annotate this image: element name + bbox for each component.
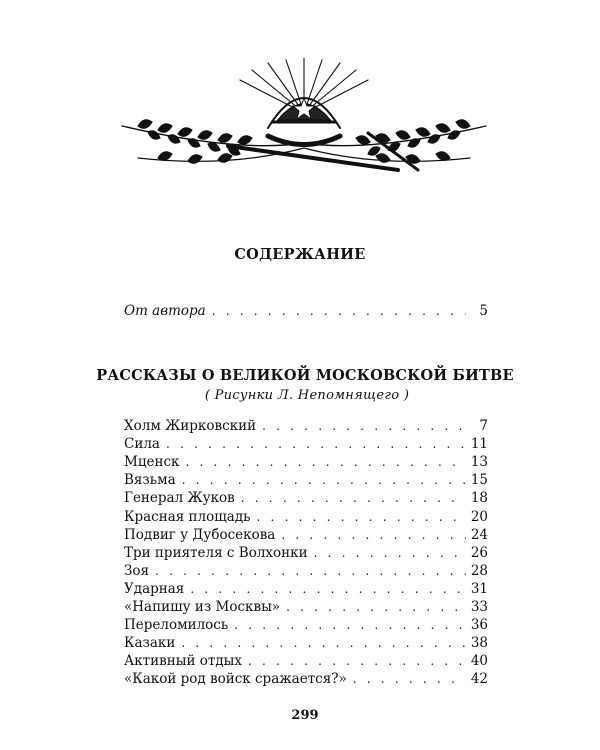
toc-entry-title: Подвиг у Дубосекова — [124, 526, 276, 543]
toc-entry-page: 33 — [470, 599, 488, 615]
toc-entry — [124, 562, 488, 580]
toc-entry-page: 28 — [470, 562, 488, 579]
toc-entry-title: Холм Жирковский — [124, 418, 257, 434]
dot-leader — [234, 616, 466, 634]
toc-entry — [124, 417, 488, 435]
toc-entry-page: 5 — [479, 303, 488, 319]
toc-entry-title: «Какой род войск сражается?» — [124, 671, 347, 688]
toc-entry-page: 26 — [470, 544, 488, 561]
contents-heading: СОДЕРЖАНИЕ — [234, 246, 366, 263]
toc-entry-page: 20 — [470, 508, 488, 525]
toc-entry-page: 7 — [479, 418, 488, 434]
toc-entry-title: Активный отдых — [124, 653, 243, 670]
toc-entry-page: 40 — [470, 653, 488, 670]
toc-entry-title: Мценск — [124, 454, 180, 471]
dot-leader — [182, 471, 466, 489]
toc-entry — [124, 508, 488, 526]
dot-leader — [190, 580, 466, 598]
dot-leader — [262, 417, 466, 435]
dot-leader — [257, 508, 466, 526]
toc-entry-title: Три приятеля с Волхонки — [124, 544, 308, 561]
dot-leader — [155, 562, 466, 580]
toc-entry-page: 36 — [470, 617, 488, 634]
toc-entry-title: Переломилось — [124, 617, 229, 634]
toc-entry-title: Ударная — [124, 580, 185, 597]
toc-entry-title: От автора — [124, 303, 206, 319]
toc-entry-page: 11 — [470, 436, 488, 453]
toc-entry — [124, 580, 488, 598]
toc-entry-title: «Напишу из Москвы» — [124, 599, 281, 615]
toc-entry — [124, 670, 488, 688]
dot-leader — [241, 489, 466, 507]
dot-leader — [353, 670, 466, 688]
dot-leader — [286, 598, 466, 616]
section-subtitle: ( Рисунки Л. Непомнящего ) — [204, 388, 410, 403]
toc-entry-page: 15 — [470, 472, 488, 489]
toc-entry — [124, 471, 488, 489]
dot-leader — [248, 652, 466, 670]
toc-entry-page: 24 — [470, 526, 488, 543]
toc-entry-title: Сила — [124, 436, 160, 453]
toc-entry-title: Казаки — [124, 635, 176, 652]
toc-entry — [124, 616, 488, 634]
toc-entry — [124, 435, 488, 453]
toc-entry-title: Зоя — [124, 562, 150, 579]
dot-leader — [186, 453, 467, 471]
page-number: 299 — [291, 708, 319, 723]
dot-leader — [166, 435, 466, 453]
toc-entry-page: 18 — [470, 490, 488, 507]
toc-entry — [124, 634, 488, 652]
header-vignette-illustration — [118, 58, 490, 176]
toc-entry-page: 42 — [470, 671, 488, 688]
toc-entry-page: 31 — [470, 580, 488, 597]
toc-entry-author-preface — [124, 302, 488, 320]
toc-entry-title: Вязьма — [124, 472, 176, 489]
toc-entry — [124, 526, 488, 544]
toc-entry-page: 13 — [470, 454, 488, 471]
dot-leader — [314, 544, 466, 562]
toc-entry-title: Красная площадь — [124, 508, 251, 525]
dot-leader — [281, 526, 466, 544]
toc-entry — [124, 544, 488, 562]
section-title: РАССКАЗЫ О ВЕЛИКОЙ МОСКОВСКОЙ БИТВЕ — [96, 367, 514, 384]
toc-entry — [124, 489, 488, 507]
toc-entry — [124, 453, 488, 471]
dot-leader — [212, 302, 466, 320]
toc-entry-page: 38 — [470, 635, 488, 652]
dot-leader — [181, 634, 466, 652]
toc-entry-title: Генерал Жуков — [124, 490, 235, 507]
toc-entry — [124, 598, 488, 616]
toc-entry — [124, 652, 488, 670]
